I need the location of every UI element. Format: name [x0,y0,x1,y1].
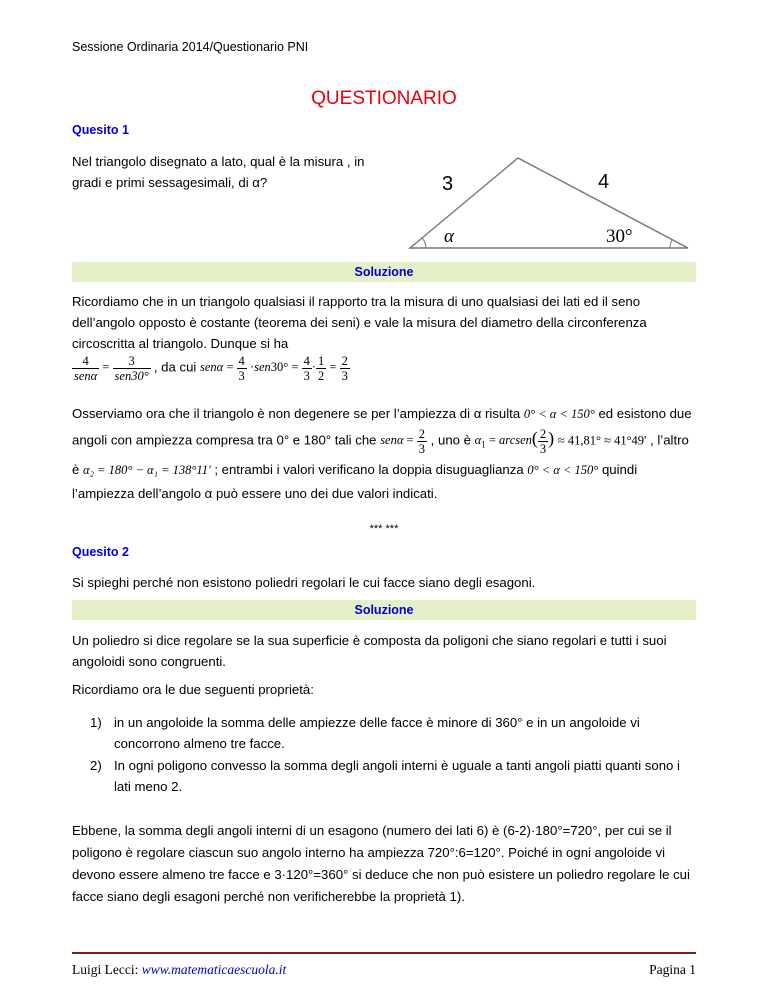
da-cui-text: , da cui [153,359,197,375]
alpha2-end: quindi [601,462,638,477]
footer-author [72,962,286,978]
alpha-label: α [444,226,454,247]
angles-mid: , uno è [430,432,471,448]
angles-end: , l’altro [650,432,689,448]
page-title: QUESTIONARIO [311,88,457,109]
side-4-label: 4 [598,171,610,193]
list-item [90,712,696,754]
sine-rule-equation: $\frac{4}{\text{senα}}$ = $\frac{3}{\text{sen30°}}$ , da cui senα = $\frac{4}{3}$ ·sen30° = $\frac{4}{3}$ · $\frac{1}{2}$ = $\frac{2}{3}$ [74,354,348,383]
solution-1-paragraph: Ricordiamo che in un triangolo qualsiasi il rapporto tra la misura di uno qualsiasi dei lati ed il seno dell’angolo opposto è costante (teorema dei seni) e vale la misura del diametro della circonferenza circoscritta al triangolo. Dunque si ha [72,294,647,351]
solution-bar-1: Soluzione [72,262,696,282]
solution-1-line-alpha2 [72,459,712,481]
alpha2-equation: α₂ = 180° − α₁ = 138°11' [83,463,211,477]
quesito-1-text-line2: gradi e primi sessagesimali, di α? [72,175,268,190]
page-header: Sessione Ordinaria 2014/Questionario PNI [72,40,309,54]
range-intro: Osserviamo ora che il triangolo è non degenere se per l’ampiezza di α risulta [72,406,521,421]
alpha-arc [422,238,426,248]
triangle-figure [400,150,700,255]
list-item-number: 1) [90,715,102,730]
solution-1-line-angles: angoli con ampiezza compresa tra 0° e 180° tali che senα = $\frac{2}{3}$ , uno è $\alpha_1$ = arcsen( $\frac{2}{3}$ ) ≈ 41,81° ≈ 41°49' , l’altro [72,427,689,456]
quesito-2-heading: Quesito 2 [72,545,129,559]
list-item [90,755,696,797]
alpha1-value: ≈ 41,81° ≈ 41°49' [557,433,647,448]
range-end: ed esistono due [598,406,692,421]
range-inequality: 0° < α < 150° [523,407,595,421]
solution-1-conclusion: l’ampiezza dell’angolo α può essere uno dei due valori indicati. [72,486,438,501]
properties-list [90,712,696,797]
alpha2-mid: ; entrambi i valori verificano la doppia disuguaglianza [214,462,524,477]
footer-page-number: Pagina 1 [649,962,696,977]
solution-2-paragraph-3: Ebbene, la somma degli angoli interni di un esagono (numero dei lati 6) è (6-2)·180°=720°, per cui se il poligono è regolare ciascun suo angolo interno ha ampiezza 720°:6=120°. Poiché in ogni angoloide vi devono essere almeno tre facce e 3·120°=360° si deduce che non può esistere un poliedro regolare le cui facce siano degli esagoni perché non verificherebbe la proprietà 1). [72,823,690,904]
footer-divider [72,952,696,954]
quesito-1-text-line1: Nel triangolo disegnato a lato, qual è la misura , in [72,154,365,169]
alpha2-range: 0° < α < 150° [527,463,599,477]
footer-author-name: Luigi Lecci: [72,962,142,977]
solution-1-line-range [72,403,712,425]
thirty-arc [670,240,672,248]
quesito-1-heading: Quesito 1 [72,123,129,137]
thirty-degree-label: 30° [606,226,633,247]
angles-intro: angoli con ampiezza compresa tra 0° e 180° tali che [72,432,377,448]
list-item-number: 2) [90,758,102,773]
solution-bar-2: Soluzione [72,600,696,620]
footer-site-link[interactable]: www.matematicaescuola.it [141,962,287,977]
list-item-text: in un angoloide la somma delle ampiezze delle facce è minore di 360° e in un angoloide vi concorrono almeno tre facce. [114,715,640,751]
alpha2-intro: è [72,462,80,477]
quesito-2-text: Si spieghi perché non esistono poliedri regolari le cui facce siano degli esagoni. [72,575,536,590]
separator: *** *** [369,523,399,535]
quesito-1-text [72,151,432,193]
list-item-text: In ogni poligono convesso la somma degli angoli interni è uguale a tanti angoli piatti quanti sono i lati meno 2. [114,758,680,794]
side-3-label: 3 [442,173,454,195]
solution-2-paragraph-2: Ricordiamo ora le due seguenti proprietà: [72,682,314,697]
solution-2-paragraph-1: Un poliedro si dice regolare se la sua superficie è composta da poligoni che siano regolari e tutti i suoi angoloidi sono congruenti. [72,633,667,669]
